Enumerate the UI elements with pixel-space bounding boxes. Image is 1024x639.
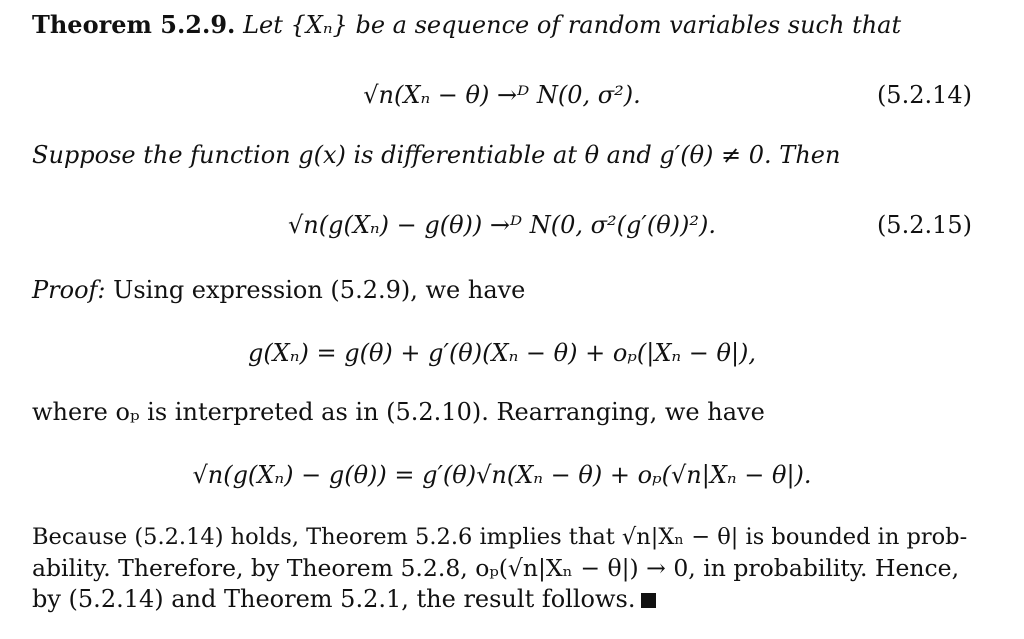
proof-intro-line (32, 275, 972, 305)
equation-text: g(Xₙ) = g(θ) + g′(θ)(Xₙ − θ) + oₚ(|Xₙ − θ|), (247, 339, 757, 367)
qed-square-icon (641, 593, 656, 608)
proof-line-2: where oₚ is interpreted as in (5.2.10). Rearranging, we have (32, 398, 765, 426)
proof-intro: Using expression (5.2.9), we have (113, 276, 526, 304)
proof-paragraph-line-3 (32, 584, 972, 614)
equation-text: √n(g(Xₙ) − g(θ)) →ᴰ N(0, σ²(g′(θ))²). (288, 211, 716, 239)
equation-number: (5.2.14) (876, 81, 972, 109)
proof-label: Proof: (32, 276, 106, 304)
theorem-label: Theorem 5.2.9. (32, 10, 236, 39)
proof-paragraph-line-2: ability. Therefore, by Theorem 5.2.8, oₚ(√n|Xₙ − θ|) → 0, in probability. Hence, (32, 554, 960, 582)
proof-paragraph-line-1: Because (5.2.14) holds, Theorem 5.2.6 implies that √n|Xₙ − θ| is bounded in prob- (32, 524, 968, 550)
equation-number: (5.2.15) (876, 211, 972, 239)
theorem-header-line (32, 10, 972, 40)
proof-conclusion: by (5.2.14) and Theorem 5.2.1, the result follows. (32, 585, 636, 613)
equation-text: √n(g(Xₙ) − g(θ)) = g′(θ)√n(Xₙ − θ) + oₚ(√n|Xₙ − θ|). (192, 461, 812, 489)
theorem-statement: Let {Xₙ} be a sequence of random variables such that (243, 11, 902, 39)
theorem-condition: Suppose the function g(x) is differentiable at θ and g′(θ) ≠ 0. Then (32, 141, 841, 169)
equation-text: √n(Xₙ − θ) →ᴰ N(0, σ²). (363, 81, 641, 109)
